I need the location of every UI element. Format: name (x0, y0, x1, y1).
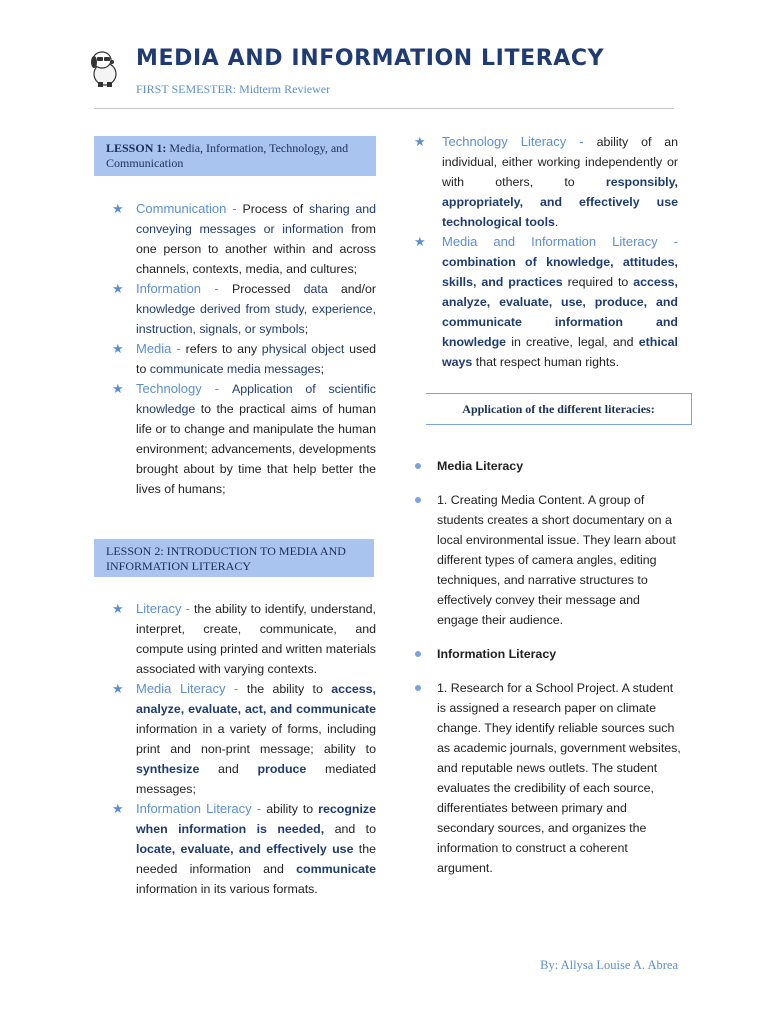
list-item: 1. Research for a School Project. A student is assigned a research paper on climate change. They identify reliable sources such as academic journals, government websites, and reputable news outlets. The student evaluates the credibility of each source, differentiates between primary and secondary sources, and organizes the information to construct a coherent argument. (412, 678, 682, 878)
header-divider (94, 108, 674, 109)
list-item: Information Literacy (412, 644, 682, 664)
term-item-communication: ★ Communication - Process of sharing and conveying messages or information from one person to another within and across channels, contexts, media, and cultures; (112, 201, 377, 276)
lesson1-label: LESSON 1: (106, 141, 167, 155)
term-label: Information (136, 281, 202, 296)
term-label: Information Literacy (136, 801, 252, 816)
star-bullet-icon: ★ (414, 234, 426, 249)
star-bullet-icon: ★ (112, 201, 124, 216)
term-item-media-literacy: ★ Media Literacy - the ability to access, analyze, evaluate, act, and communicate information in a variety of forms, including print and non-print message; ability to synthesize and produce mediated messages; (112, 681, 376, 796)
term-item-literacy: ★ Literacy - the ability to identify, understand, interpret, create, communicate, and compute using printed and written materials associated with varying contexts. (112, 601, 376, 676)
term-item-information: ★ Information - Processed data and/or knowledge derived from study, experience, instruction, signals, or symbols; (112, 281, 377, 336)
term-item-technology-literacy: ★ Technology Literacy - ability of an individual, either working independently or with others, to responsibly, appropriately, and effectively use technological tools. (414, 134, 678, 229)
applications-list (412, 456, 682, 878)
term-item-technology: ★ Technology - Application of scientific knowledge to the practical aims of human life or to change and manipulate the human environment; advancements, developments brought about by time that help better the lives of humans; (112, 381, 376, 496)
term-label: Technology (136, 381, 202, 396)
term-item-information-literacy: ★ Information Literacy - ability to recognize when information is needed, and to locate, evaluate, and effectively use the needed information and communicate information in its various formats. (112, 801, 376, 896)
applications-title: Application of the different literacies: (462, 401, 655, 416)
lesson2-title: LESSON 2: INTRODUCTION TO MEDIA AND INFORMATION LITERACY (106, 544, 346, 573)
lesson1-term-list (94, 199, 376, 499)
bullet-dot-icon (415, 685, 421, 691)
term-label: Communication (136, 201, 227, 216)
star-bullet-icon: ★ (414, 134, 426, 149)
author-byline: By: Allysa Louise A. Abrea (540, 958, 678, 972)
page-title: MEDIA AND INFORMATION LITERACY (136, 46, 605, 71)
lesson2-term-list-continued (400, 132, 678, 372)
bullet-dot-icon (415, 497, 421, 503)
term-item-media-and-information-literacy: ★ Media and Information Literacy - combination of knowledge, attitudes, skills, and practices required to access, analyze, evaluate, use, produce, and communicate information and knowledge in creative, legal, and ethical ways that respect human rights. (414, 234, 678, 369)
bullet-dot-icon (415, 463, 421, 469)
term-label: Technology Literacy (442, 134, 567, 149)
lesson1-heading-box (94, 136, 376, 176)
term-label: Literacy (136, 601, 182, 616)
lesson1-title: Media, Information, Technology, and Communication (106, 141, 349, 170)
snoopy-mascot-icon (88, 48, 122, 88)
term-label: Media and Information Literacy (442, 234, 658, 249)
bullet-dot-icon (415, 651, 421, 657)
star-bullet-icon: ★ (112, 601, 124, 616)
star-bullet-icon: ★ (112, 681, 124, 696)
page-subtitle: FIRST SEMESTER: Midterm Reviewer (136, 82, 331, 96)
list-item: 1. Creating Media Content. A group of students creates a short documentary on a local environmental issue. They learn about different types of camera angles, editing techniques, and narrative structures to effectively convey their message and engage their audience. (412, 490, 682, 630)
star-bullet-icon: ★ (112, 341, 124, 356)
lesson2-term-list (94, 599, 376, 899)
list-item: Media Literacy (412, 456, 682, 476)
applications-heading-box (426, 393, 692, 425)
term-label: Media (136, 341, 172, 356)
term-item-media: ★ Media - refers to any physical object used to communicate media messages; (112, 341, 376, 376)
term-label: Media Literacy (136, 681, 226, 696)
star-bullet-icon: ★ (112, 381, 124, 396)
star-bullet-icon: ★ (112, 801, 124, 816)
star-bullet-icon: ★ (112, 281, 124, 296)
lesson2-heading-box (94, 539, 374, 577)
